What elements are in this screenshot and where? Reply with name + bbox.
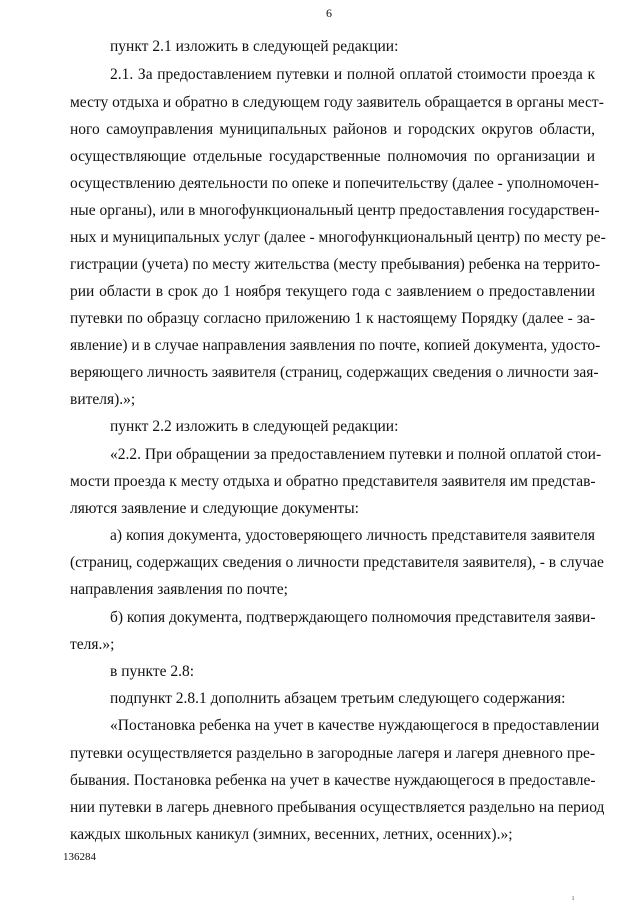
text-line: осуществлению деятельности по опеке и попечительству (далее - уполномочен- bbox=[70, 175, 599, 192]
text-line: осуществляющие отдельные государственные полномочия по организации и bbox=[70, 148, 595, 165]
text-line: 2.1. За предоставлением путевки и полной оплатой стоимости проезда к bbox=[110, 66, 595, 83]
text-line: подпункт 2.8.1 дополнить абзацем третьим следующего содержания: bbox=[110, 690, 566, 707]
text-line: нии путевки в лагерь дневного пребывания осуществляется раздельно на период bbox=[70, 799, 605, 816]
text-line: путевки осуществляется раздельно в загородные лагеря и лагеря дневного пре- bbox=[70, 745, 595, 762]
text-line: рии области в срок до 1 ноября текущего года с заявлением о предоставлении bbox=[70, 283, 595, 300]
text-line: ные органы), или в многофункциональный центр предоставления государствен- bbox=[70, 202, 600, 219]
corner-mark: ı bbox=[572, 893, 575, 902]
text-line: а) копия документа, удостоверяющего личность представителя заявителя bbox=[110, 527, 595, 544]
text-line: явление) и в случае направления заявления по почте, копией документа, удосто- bbox=[70, 337, 601, 354]
text-line: веряющего личность заявителя (страниц, содержащих сведения о личности зая- bbox=[70, 364, 599, 381]
text-line: месту отдыха и обратно в следующем году заявитель обращается в органы мест- bbox=[70, 94, 604, 111]
text-line: (страниц, содержащих сведения о личности представителя заявителя), - в случае bbox=[70, 554, 604, 571]
text-line: бывания. Постановка ребенка на учет в качестве нуждающегося в предоставле- bbox=[70, 772, 596, 789]
text-line: ного самоуправления муниципальных районов и городских округов области, bbox=[70, 121, 595, 138]
document-code: 136284 bbox=[63, 851, 96, 863]
page-number: 6 bbox=[326, 6, 332, 20]
text-line: ных и муниципальных услуг (далее - многофункциональный центр) по месту ре- bbox=[70, 229, 606, 246]
text-line: мости проезда к месту отдыха и обратно представителя заявителя им представ- bbox=[70, 473, 596, 490]
text-line: б) копия документа, подтверждающего полномочия представителя заяви- bbox=[110, 609, 596, 626]
text-line: ляются заявление и следующие документы: bbox=[70, 500, 359, 517]
text-line: гистрации (учета) по месту жительства (месту пребывания) ребенка на террито- bbox=[70, 256, 601, 273]
text-line: направления заявления по почте; bbox=[70, 581, 288, 598]
text-line: теля.»; bbox=[70, 636, 115, 653]
text-line: путевки по образцу согласно приложению 1 к настоящему Порядку (далее - за- bbox=[70, 310, 595, 327]
text-line: в пункте 2.8: bbox=[110, 663, 195, 680]
text-line: пункт 2.2 изложить в следующей редакции: bbox=[110, 418, 399, 435]
text-line: каждых школьных каникул (зимних, весенних, летних, осенних).»; bbox=[70, 826, 513, 843]
text-line: вителя).»; bbox=[70, 391, 136, 408]
text-line: «2.2. При обращении за предоставлением путевки и полной оплатой стои- bbox=[110, 446, 602, 463]
text-line: «Постановка ребенка на учет в качестве нуждающегося в предоставлении bbox=[110, 717, 600, 734]
text-line: пункт 2.1 изложить в следующей редакции: bbox=[110, 38, 399, 55]
